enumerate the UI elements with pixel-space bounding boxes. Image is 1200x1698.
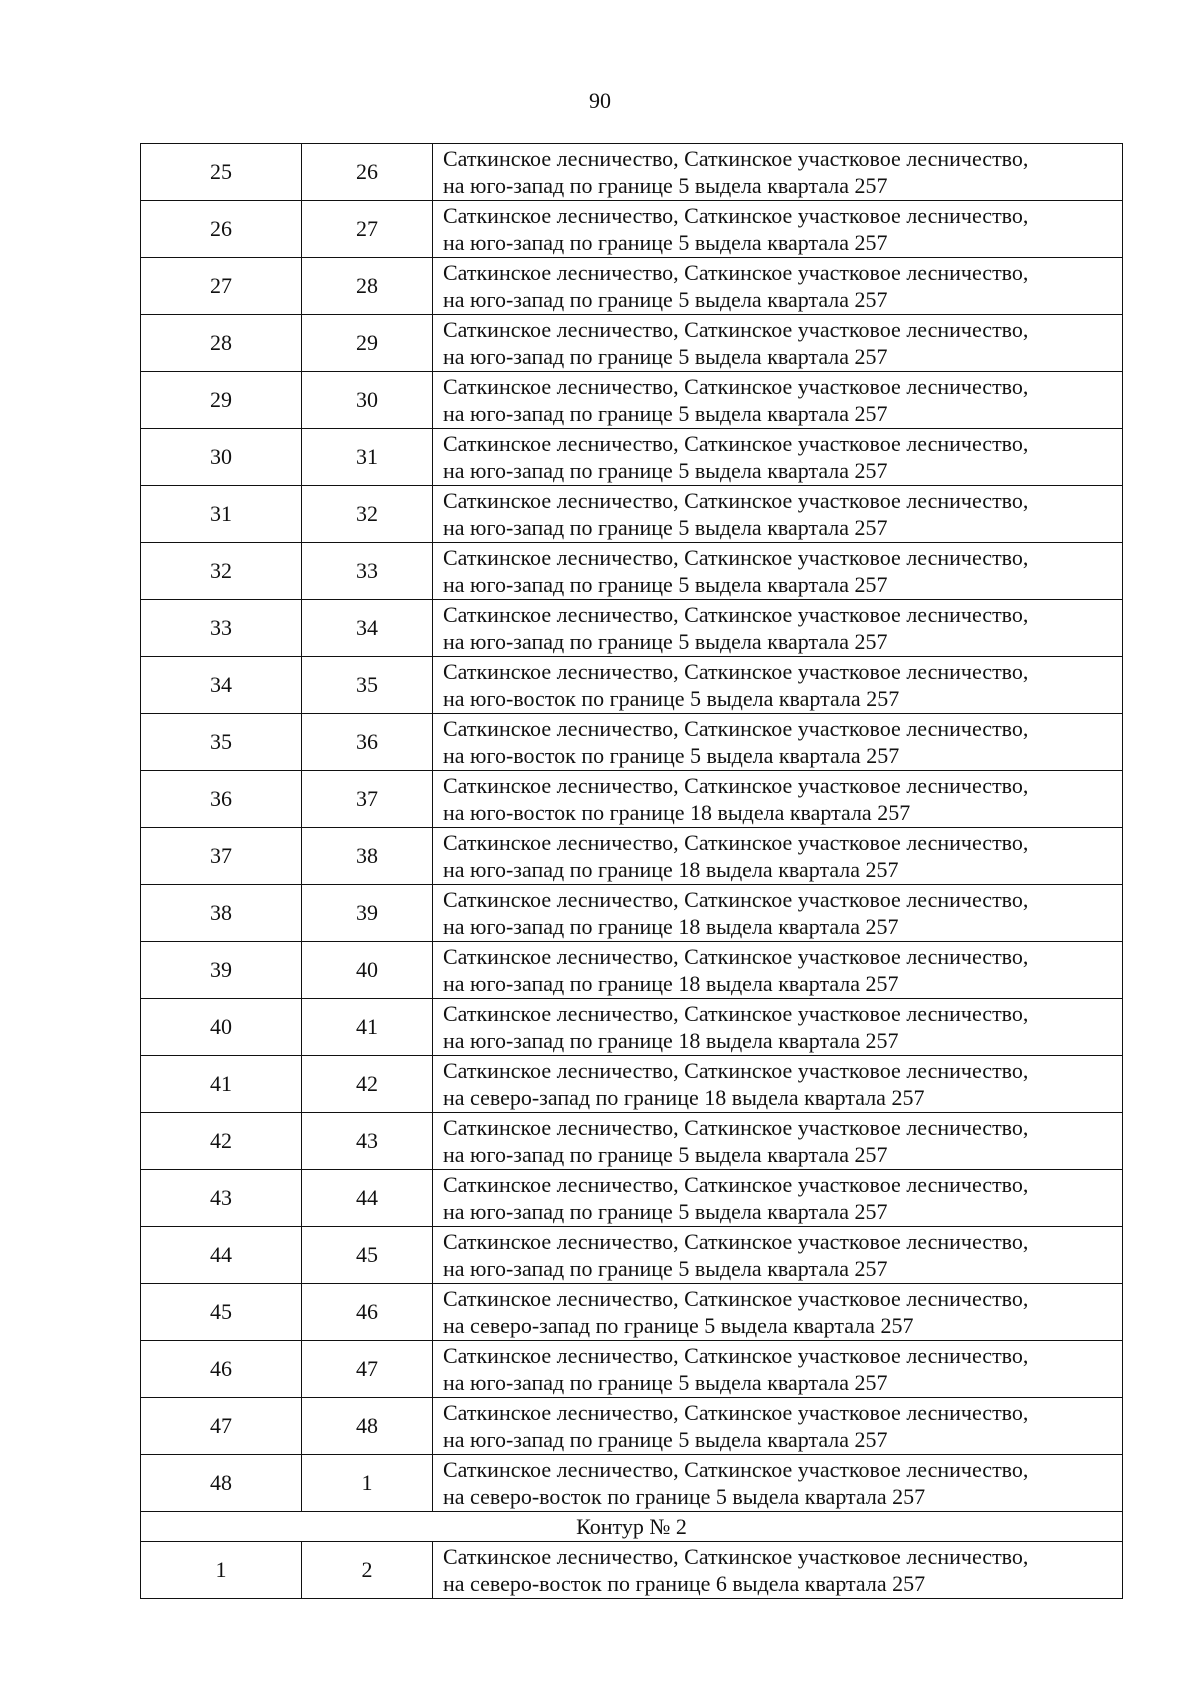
description-line-1: Саткинское лесничество, Саткинское участковое лесничество, xyxy=(443,944,1029,969)
description-line-2: на юго-запад по границе 5 выдела квартала 257 xyxy=(443,1142,888,1167)
boundary-description-cell xyxy=(433,543,1123,600)
table-row xyxy=(141,372,1123,429)
boundary-description-cell xyxy=(433,828,1123,885)
boundary-description-cell xyxy=(433,714,1123,771)
boundary-description-cell xyxy=(433,372,1123,429)
description-line-2: на северо-запад по границе 5 выдела квартала 257 xyxy=(443,1313,914,1338)
table-row xyxy=(141,258,1123,315)
point-from-cell: 33 xyxy=(141,600,302,657)
description-line-1: Саткинское лесничество, Саткинское участковое лесничество, xyxy=(443,1457,1029,1482)
table-row xyxy=(141,1542,1123,1599)
point-from-cell: 25 xyxy=(141,144,302,201)
description-line-2: на северо-запад по границе 18 выдела квартала 257 xyxy=(443,1085,925,1110)
point-to-cell: 37 xyxy=(302,771,433,828)
description-line-1: Саткинское лесничество, Саткинское участковое лесничество, xyxy=(443,773,1029,798)
point-from-cell: 48 xyxy=(141,1455,302,1512)
point-from-cell: 46 xyxy=(141,1341,302,1398)
table-row xyxy=(141,600,1123,657)
description-line-1: Саткинское лесничество, Саткинское участковое лесничество, xyxy=(443,545,1029,570)
point-to-cell: 29 xyxy=(302,315,433,372)
description-line-2: на юго-восток по границе 5 выдела квартала 257 xyxy=(443,743,900,768)
point-to-cell: 2 xyxy=(302,1542,433,1599)
point-to-cell: 35 xyxy=(302,657,433,714)
description-line-1: Саткинское лесничество, Саткинское участковое лесничество, xyxy=(443,317,1029,342)
description-line-1: Саткинское лесничество, Саткинское участковое лесничество, xyxy=(443,1172,1029,1197)
description-line-2: на юго-запад по границе 5 выдела квартала 257 xyxy=(443,1427,888,1452)
boundary-description-cell xyxy=(433,771,1123,828)
table-row xyxy=(141,828,1123,885)
point-from-cell: 39 xyxy=(141,942,302,999)
boundary-description-cell xyxy=(433,1398,1123,1455)
description-line-2: на юго-запад по границе 18 выдела квартала 257 xyxy=(443,1028,899,1053)
description-line-1: Саткинское лесничество, Саткинское участковое лесничество, xyxy=(443,146,1029,171)
boundary-description-cell xyxy=(433,201,1123,258)
boundary-description-cell xyxy=(433,942,1123,999)
boundary-description-cell xyxy=(433,1113,1123,1170)
description-line-2: на юго-запад по границе 5 выдела квартала 257 xyxy=(443,572,888,597)
description-line-2: на юго-запад по границе 5 выдела квартала 257 xyxy=(443,1199,888,1224)
description-line-1: Саткинское лесничество, Саткинское участковое лесничество, xyxy=(443,1400,1029,1425)
point-to-cell: 39 xyxy=(302,885,433,942)
boundary-description-cell xyxy=(433,1227,1123,1284)
table-row xyxy=(141,771,1123,828)
point-to-cell: 44 xyxy=(302,1170,433,1227)
description-line-1: Саткинское лесничество, Саткинское участковое лесничество, xyxy=(443,716,1029,741)
page-number: 90 xyxy=(589,88,611,113)
description-line-1: Саткинское лесничество, Саткинское участковое лесничество, xyxy=(443,260,1029,285)
description-line-1: Саткинское лесничество, Саткинское участковое лесничество, xyxy=(443,1001,1029,1026)
point-from-cell: 27 xyxy=(141,258,302,315)
description-line-1: Саткинское лесничество, Саткинское участковое лесничество, xyxy=(443,1058,1029,1083)
point-to-cell: 43 xyxy=(302,1113,433,1170)
description-line-2: на юго-запад по границе 5 выдела квартала 257 xyxy=(443,515,888,540)
table-row xyxy=(141,543,1123,600)
table-row xyxy=(141,885,1123,942)
description-line-2: на юго-запад по границе 5 выдела квартала 257 xyxy=(443,401,888,426)
table-row xyxy=(141,999,1123,1056)
table-row xyxy=(141,1284,1123,1341)
description-line-1: Саткинское лесничество, Саткинское участковое лесничество, xyxy=(443,374,1029,399)
point-from-cell: 43 xyxy=(141,1170,302,1227)
point-from-cell: 30 xyxy=(141,429,302,486)
point-from-cell: 26 xyxy=(141,201,302,258)
point-from-cell: 38 xyxy=(141,885,302,942)
description-line-2: на юго-запад по границе 18 выдела квартала 257 xyxy=(443,857,899,882)
point-from-cell: 29 xyxy=(141,372,302,429)
boundary-description-cell xyxy=(433,1341,1123,1398)
description-line-1: Саткинское лесничество, Саткинское участковое лесничество, xyxy=(443,659,1029,684)
table-row xyxy=(141,1113,1123,1170)
point-to-cell: 28 xyxy=(302,258,433,315)
point-to-cell: 32 xyxy=(302,486,433,543)
boundary-description-cell xyxy=(433,1170,1123,1227)
description-line-2: на юго-запад по границе 5 выдела квартала 257 xyxy=(443,1256,888,1281)
description-line-2: на юго-запад по границе 5 выдела квартала 257 xyxy=(443,629,888,654)
description-line-2: на юго-восток по границе 5 выдела квартала 257 xyxy=(443,686,900,711)
point-from-cell: 32 xyxy=(141,543,302,600)
table-row xyxy=(141,1341,1123,1398)
boundary-description-cell xyxy=(433,1284,1123,1341)
description-line-1: Саткинское лесничество, Саткинское участковое лесничество, xyxy=(443,830,1029,855)
boundary-description-cell xyxy=(433,1056,1123,1113)
point-to-cell: 1 xyxy=(302,1455,433,1512)
table-row xyxy=(141,1170,1123,1227)
point-to-cell: 26 xyxy=(302,144,433,201)
point-from-cell: 42 xyxy=(141,1113,302,1170)
table-row xyxy=(141,486,1123,543)
point-from-cell: 45 xyxy=(141,1284,302,1341)
table-row xyxy=(141,201,1123,258)
point-to-cell: 30 xyxy=(302,372,433,429)
table-row xyxy=(141,315,1123,372)
table-row xyxy=(141,1398,1123,1455)
point-from-cell: 44 xyxy=(141,1227,302,1284)
boundary-description-cell xyxy=(433,1455,1123,1512)
table-row xyxy=(141,714,1123,771)
point-to-cell: 47 xyxy=(302,1341,433,1398)
boundary-description-cell xyxy=(433,486,1123,543)
point-to-cell: 27 xyxy=(302,201,433,258)
boundary-description-cell xyxy=(433,144,1123,201)
description-line-2: на юго-запад по границе 5 выдела квартала 257 xyxy=(443,344,888,369)
point-from-cell: 41 xyxy=(141,1056,302,1113)
point-to-cell: 38 xyxy=(302,828,433,885)
description-line-1: Саткинское лесничество, Саткинское участковое лесничество, xyxy=(443,887,1029,912)
table-body xyxy=(141,144,1123,1599)
boundary-description-cell xyxy=(433,315,1123,372)
boundary-description-cell xyxy=(433,657,1123,714)
boundary-description-cell xyxy=(433,258,1123,315)
point-from-cell: 34 xyxy=(141,657,302,714)
table-row xyxy=(141,942,1123,999)
point-to-cell: 33 xyxy=(302,543,433,600)
description-line-2: на юго-восток по границе 18 выдела квартала 257 xyxy=(443,800,911,825)
description-line-2: на юго-запад по границе 5 выдела квартала 257 xyxy=(443,230,888,255)
point-from-cell: 36 xyxy=(141,771,302,828)
description-line-2: на северо-восток по границе 6 выдела квартала 257 xyxy=(443,1571,926,1596)
description-line-1: Саткинское лесничество, Саткинское участковое лесничество, xyxy=(443,1544,1029,1569)
description-line-2: на юго-запад по границе 18 выдела квартала 257 xyxy=(443,914,899,939)
description-line-1: Саткинское лесничество, Саткинское участковое лесничество, xyxy=(443,203,1029,228)
table-row xyxy=(141,144,1123,201)
boundary-description-cell xyxy=(433,1542,1123,1599)
boundary-description-cell xyxy=(433,885,1123,942)
description-line-1: Саткинское лесничество, Саткинское участковое лесничество, xyxy=(443,431,1029,456)
table-row xyxy=(141,1455,1123,1512)
table-row xyxy=(141,1227,1123,1284)
point-to-cell: 46 xyxy=(302,1284,433,1341)
contour-heading: Контур № 2 xyxy=(141,1512,1123,1542)
boundary-table xyxy=(140,143,1123,1599)
point-from-cell: 1 xyxy=(141,1542,302,1599)
description-line-2: на юго-запад по границе 5 выдела квартала 257 xyxy=(443,173,888,198)
description-line-2: на юго-запад по границе 5 выдела квартала 257 xyxy=(443,287,888,312)
description-line-2: на юго-запад по границе 5 выдела квартала 257 xyxy=(443,458,888,483)
description-line-2: на юго-запад по границе 5 выдела квартала 257 xyxy=(443,1370,888,1395)
description-line-1: Саткинское лесничество, Саткинское участковое лесничество, xyxy=(443,602,1029,627)
point-to-cell: 40 xyxy=(302,942,433,999)
point-from-cell: 37 xyxy=(141,828,302,885)
description-line-1: Саткинское лесничество, Саткинское участковое лесничество, xyxy=(443,1229,1029,1254)
point-to-cell: 42 xyxy=(302,1056,433,1113)
point-from-cell: 31 xyxy=(141,486,302,543)
description-line-1: Саткинское лесничество, Саткинское участковое лесничество, xyxy=(443,1286,1029,1311)
point-to-cell: 31 xyxy=(302,429,433,486)
point-to-cell: 48 xyxy=(302,1398,433,1455)
table-row xyxy=(141,429,1123,486)
point-from-cell: 35 xyxy=(141,714,302,771)
point-from-cell: 40 xyxy=(141,999,302,1056)
point-to-cell: 41 xyxy=(302,999,433,1056)
description-line-1: Саткинское лесничество, Саткинское участковое лесничество, xyxy=(443,1115,1029,1140)
table-row xyxy=(141,657,1123,714)
point-from-cell: 28 xyxy=(141,315,302,372)
point-to-cell: 45 xyxy=(302,1227,433,1284)
description-line-1: Саткинское лесничество, Саткинское участковое лесничество, xyxy=(443,1343,1029,1368)
description-line-2: на юго-запад по границе 18 выдела квартала 257 xyxy=(443,971,899,996)
table-row xyxy=(141,1056,1123,1113)
point-to-cell: 34 xyxy=(302,600,433,657)
description-line-1: Саткинское лесничество, Саткинское участковое лесничество, xyxy=(443,488,1029,513)
boundary-description-cell xyxy=(433,600,1123,657)
point-to-cell: 36 xyxy=(302,714,433,771)
boundary-description-cell xyxy=(433,429,1123,486)
boundary-description-cell xyxy=(433,999,1123,1056)
contour-heading-row xyxy=(141,1512,1123,1542)
point-from-cell: 47 xyxy=(141,1398,302,1455)
description-line-2: на северо-восток по границе 5 выдела квартала 257 xyxy=(443,1484,926,1509)
